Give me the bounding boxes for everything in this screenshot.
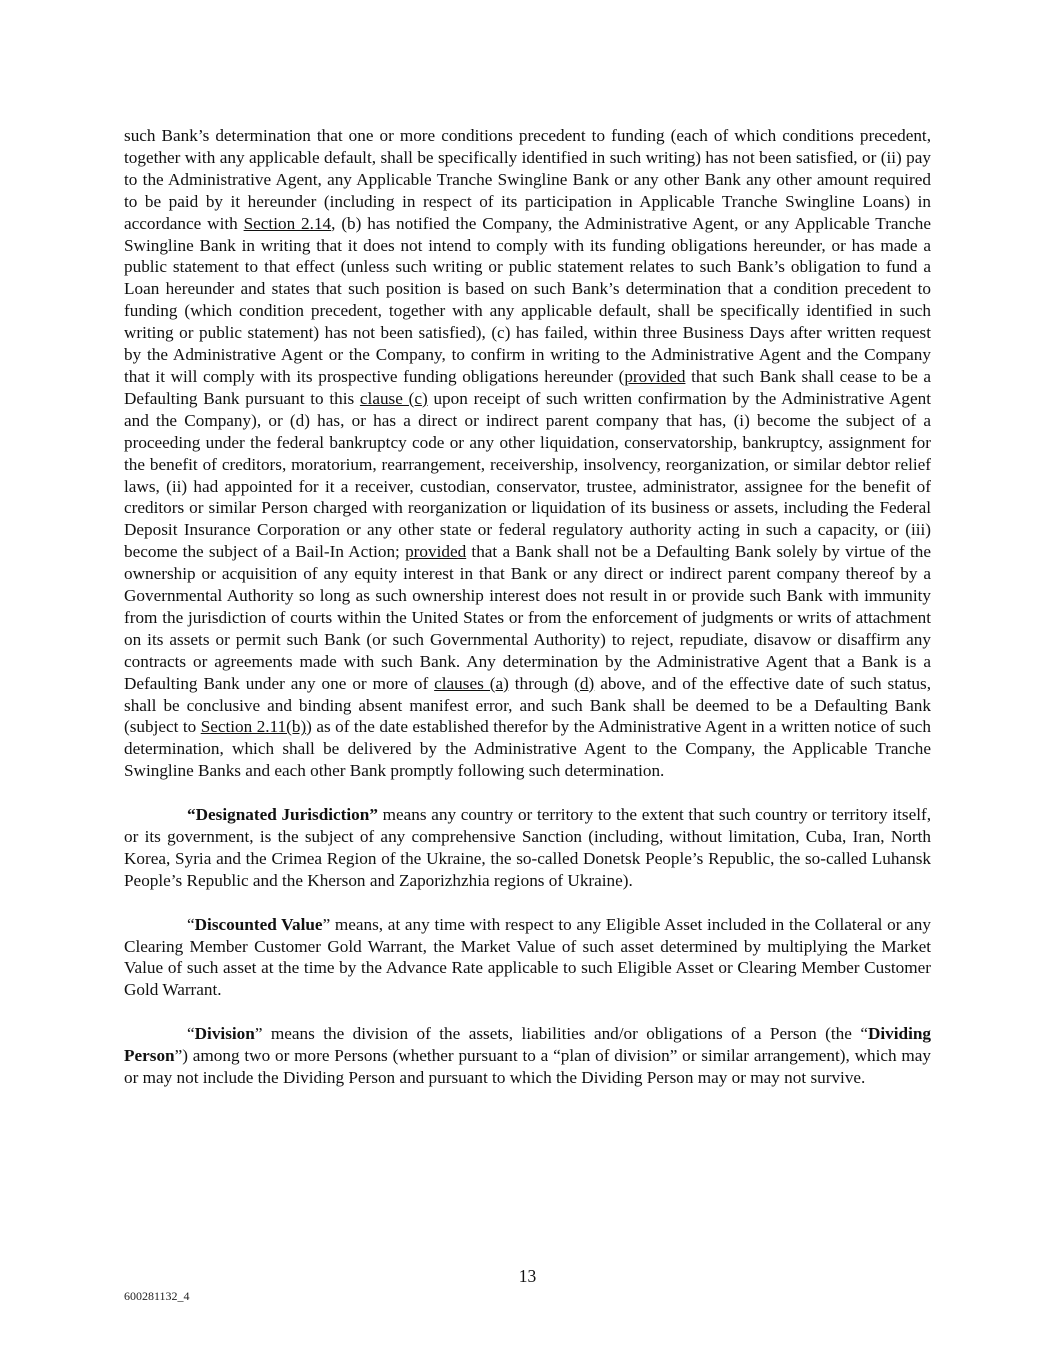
provided-term: provided [405, 542, 467, 562]
quote: “ [187, 914, 195, 934]
definition-text: ”) among two or more Persons (whether pursuant to a “plan of division” or similar arrangement), which may or may not include the Dividing Person and pursuant to which the Dividing Person may or may not survive. [124, 1046, 931, 1087]
defined-term: “Designated Jurisdiction” [187, 805, 378, 825]
text: upon receipt of such written confirmation by the Administrative Agent and the Company), or (d) has, or has a direct or indirect parent company that has, (i) become the subject of a proceeding under the federal bankruptcy code or any other liquidation, conservatorship, bankruptcy, assignment for the benefit of creditors, moratorium, rearrangement, receivership, insolvency, reorganization, or similar debtor relief laws, (ii) had appointed for it a receiver, custodian, conservator, trustee, administrator, assignee for the benefit of creditors or similar Person charged with reorganization or liquidation of its business or assets, including the Federal Deposit Insurance Corporation or any other state or federal regulatory authority acting in such a capacity, or (iii) become the subject of a Bail-In Action; [124, 388, 931, 562]
text: that a Bank shall not be a Defaulting Bank solely by virtue of the ownership or acquisition of any equity interest in that Bank or any direct or indirect parent company thereof by a Governmental Authority so long as such ownership interest does not result in or provide such Bank with immunity from the jurisdiction of courts within the United States or from the enforcement of judgments or writs of attachment on its assets or permit such Bank (or such Governmental Authority) to reject, repudiate, disavow or disaffirm any contracts or agreements made with such Bank. Any determination by the Administrative Agent that a Bank is a Defaulting Bank under any one or more of [124, 542, 931, 693]
section-2-11b-reference: Section 2.11(b) [200, 717, 307, 737]
quote: “ [187, 1024, 195, 1044]
definition-text: ” means, at any time with respect to any Eligible Asset included in the Collateral or any Clearing Member Customer Gold Warrant, the Market Value of such asset determined by multiplying the Market Value of such asset at the time by the Advance Rate applicable to such Eligible Asset or Clearing Member Customer Gold Warrant. [124, 914, 931, 1000]
text: that such Bank shall cease to be a Defaulting Bank pursuant to this [124, 366, 931, 408]
clause-d-reference: (d) [574, 673, 595, 693]
defined-term: Dividing Person [124, 1024, 931, 1066]
text: ) as of the date established therefor by the Administrative Agent in a written notice of such determination, which shall be delivered by the Administrative Agent to the Company, the Applicable Tranche Swingline Banks and each other Bank promptly following such determination. [124, 717, 931, 781]
defaulting-bank-definition-continued [124, 125, 931, 782]
text: through [508, 673, 575, 693]
document-page [124, 125, 931, 1111]
provided-term: provided [624, 366, 686, 386]
page-number: 13 [518, 1266, 537, 1286]
text: above, and of the effective date of such status, shall be conclusive and binding absent manifest error, and such Bank shall be deemed to be a Defaulting Bank (subject to [124, 673, 931, 737]
definition-text: ” means the division of the assets, liabilities and/or obligations of a Person (the “ [254, 1024, 868, 1044]
definition-text: means any country or territory to the extent that such country or territory itself, or its government, is the subject of any comprehensive Sanction (including, without limitation, Cuba, Iran, North Korea, Syria and the Crimea Region of the Ukraine, the so-called Donetsk People’s Republic, the so-called Luhansk People’s Republic and the Kherson and Zaporizhzhia regions of Ukraine). [124, 805, 931, 890]
clauses-a-reference: clauses (a) [434, 673, 509, 693]
designated-jurisdiction-definition [124, 804, 931, 892]
text: such Bank’s determination that one or more conditions precedent to funding (each of which conditions precedent, together with any applicable default, shall be specifically identified in such writing) has not been satisfied, or (ii) pay to the Administrative Agent, any Applicable Tranche Swingline Bank or any other Bank any other amount required to be paid by it hereunder (including in respect of its participation in Applicable Tranche Swingline Loans) in accordance with [124, 126, 931, 233]
document-id: 600281132_4 [124, 1289, 190, 1303]
discounted-value-definition [124, 914, 931, 1002]
section-2-14-reference: Section 2.14 [243, 213, 332, 233]
defined-term: Discounted Value [194, 914, 323, 934]
division-definition [124, 1023, 931, 1089]
text: , (b) has notified the Company, the Administrative Agent, or any Applicable Tranche Swingline Bank in writing that it does not intend to comply with its funding obligations hereunder, or has made a public statement to that effect (unless such writing or public statement relates to such Bank’s obligation to fund a Loan hereunder and states that such position is based on such Bank’s determination that a condition precedent to funding (which condition precedent, together with any applicable default, shall be specifically identified in such writing or public statement) has not been satisfied), (c) has failed, within three Business Days after written request by the Administrative Agent or the Company, to confirm in writing to the Administrative Agent and the Company that it will comply with its prospective funding obligations hereunder ( [124, 213, 931, 386]
defined-term: Division [194, 1024, 255, 1044]
clause-c-reference: clause (c) [359, 388, 428, 408]
